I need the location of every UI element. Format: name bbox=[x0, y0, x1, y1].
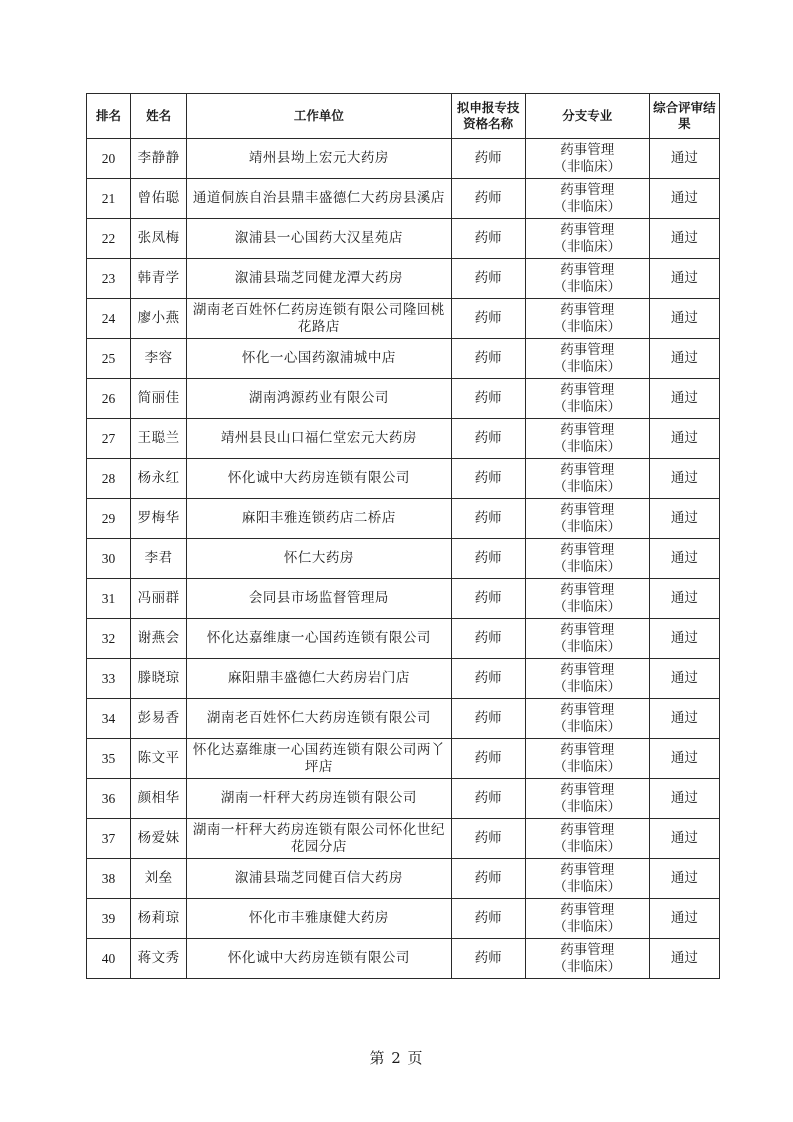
cell-name: 廖小燕 bbox=[131, 299, 187, 339]
cell-result: 通过 bbox=[649, 859, 719, 899]
cell-result: 通过 bbox=[649, 659, 719, 699]
header-branch: 分支专业 bbox=[525, 94, 649, 139]
cell-name: 罗梅华 bbox=[131, 499, 187, 539]
branch-line: 药事管理 bbox=[560, 541, 615, 558]
cell-unit: 溆浦县一心国药大汉星苑店 bbox=[187, 219, 451, 259]
cell-unit: 怀化诚中大药房连锁有限公司 bbox=[187, 459, 451, 499]
cell-qualification: 药师 bbox=[451, 579, 525, 619]
branch-line: （非临床） bbox=[553, 198, 621, 215]
cell-branch bbox=[525, 819, 649, 859]
branch-line: 药事管理 bbox=[560, 741, 615, 758]
table-row bbox=[87, 139, 720, 179]
branch-line: （非临床） bbox=[553, 838, 621, 855]
cell-rank: 35 bbox=[87, 739, 131, 779]
header-result: 综合评审结果 bbox=[649, 94, 719, 139]
table-row bbox=[87, 299, 720, 339]
branch-line: 药事管理 bbox=[560, 901, 615, 918]
cell-unit: 湖南鸿源药业有限公司 bbox=[187, 379, 451, 419]
cell-name: 杨莉琼 bbox=[131, 899, 187, 939]
cell-name: 曾佑聪 bbox=[131, 179, 187, 219]
cell-unit: 怀仁大药房 bbox=[187, 539, 451, 579]
cell-unit: 湖南一杆秤大药房连锁有限公司怀化世纪花园分店 bbox=[187, 819, 451, 859]
branch-line: 药事管理 bbox=[560, 301, 615, 318]
cell-result: 通过 bbox=[649, 339, 719, 379]
branch-line: （非临床） bbox=[553, 318, 621, 335]
branch-line: 药事管理 bbox=[560, 261, 615, 278]
cell-qualification: 药师 bbox=[451, 539, 525, 579]
cell-unit: 靖州县艮山口福仁堂宏元大药房 bbox=[187, 419, 451, 459]
table-row bbox=[87, 499, 720, 539]
cell-branch bbox=[525, 339, 649, 379]
cell-name: 李容 bbox=[131, 339, 187, 379]
cell-result: 通过 bbox=[649, 139, 719, 179]
branch-line: 药事管理 bbox=[560, 621, 615, 638]
branch-line: 药事管理 bbox=[560, 341, 615, 358]
table-row bbox=[87, 179, 720, 219]
branch-line: 药事管理 bbox=[560, 781, 615, 798]
cell-qualification: 药师 bbox=[451, 779, 525, 819]
branch-line: （非临床） bbox=[553, 358, 621, 375]
cell-branch bbox=[525, 139, 649, 179]
cell-name: 颜相华 bbox=[131, 779, 187, 819]
cell-branch bbox=[525, 259, 649, 299]
cell-rank: 39 bbox=[87, 899, 131, 939]
cell-result: 通过 bbox=[649, 819, 719, 859]
cell-qualification: 药师 bbox=[451, 259, 525, 299]
table-row bbox=[87, 939, 720, 979]
cell-result: 通过 bbox=[649, 739, 719, 779]
cell-rank: 37 bbox=[87, 819, 131, 859]
table-header bbox=[87, 94, 720, 139]
cell-result: 通过 bbox=[649, 619, 719, 659]
cell-qualification: 药师 bbox=[451, 619, 525, 659]
cell-name: 简丽佳 bbox=[131, 379, 187, 419]
cell-qualification: 药师 bbox=[451, 339, 525, 379]
cell-result: 通过 bbox=[649, 179, 719, 219]
branch-line: （非临床） bbox=[553, 518, 621, 535]
cell-rank: 28 bbox=[87, 459, 131, 499]
branch-line: 药事管理 bbox=[560, 861, 615, 878]
cell-rank: 24 bbox=[87, 299, 131, 339]
branch-line: （非临床） bbox=[553, 758, 621, 775]
cell-name: 李静静 bbox=[131, 139, 187, 179]
table-row bbox=[87, 619, 720, 659]
cell-qualification: 药师 bbox=[451, 379, 525, 419]
branch-line: （非临床） bbox=[553, 478, 621, 495]
branch-line: （非临床） bbox=[553, 158, 621, 175]
branch-line: 药事管理 bbox=[560, 421, 615, 438]
cell-rank: 23 bbox=[87, 259, 131, 299]
branch-line: 药事管理 bbox=[560, 181, 615, 198]
cell-unit: 怀化市丰雅康健大药房 bbox=[187, 899, 451, 939]
branch-line: （非临床） bbox=[553, 678, 621, 695]
cell-qualification: 药师 bbox=[451, 699, 525, 739]
cell-name: 张凤梅 bbox=[131, 219, 187, 259]
cell-unit: 怀化一心国药溆浦城中店 bbox=[187, 339, 451, 379]
cell-unit: 溆浦县瑞芝同健龙潭大药房 bbox=[187, 259, 451, 299]
cell-qualification: 药师 bbox=[451, 899, 525, 939]
cell-rank: 33 bbox=[87, 659, 131, 699]
cell-qualification: 药师 bbox=[451, 859, 525, 899]
cell-branch bbox=[525, 779, 649, 819]
cell-branch bbox=[525, 499, 649, 539]
branch-line: 药事管理 bbox=[560, 581, 615, 598]
table-row bbox=[87, 779, 720, 819]
table-row bbox=[87, 459, 720, 499]
cell-result: 通过 bbox=[649, 579, 719, 619]
cell-branch bbox=[525, 379, 649, 419]
results-table bbox=[86, 93, 720, 979]
cell-unit: 怀化达嘉维康一心国药连锁有限公司两丫坪店 bbox=[187, 739, 451, 779]
branch-line: （非临床） bbox=[553, 958, 621, 975]
cell-result: 通过 bbox=[649, 219, 719, 259]
header-name: 姓名 bbox=[131, 94, 187, 139]
cell-qualification: 药师 bbox=[451, 179, 525, 219]
branch-line: （非临床） bbox=[553, 278, 621, 295]
cell-name: 韩青学 bbox=[131, 259, 187, 299]
page-number: 第 2 页 bbox=[369, 1049, 424, 1067]
cell-branch bbox=[525, 459, 649, 499]
cell-qualification: 药师 bbox=[451, 139, 525, 179]
cell-qualification: 药师 bbox=[451, 459, 525, 499]
table-row bbox=[87, 419, 720, 459]
header-qualification: 拟申报专技资格名称 bbox=[451, 94, 525, 139]
cell-branch bbox=[525, 859, 649, 899]
cell-name: 刘垒 bbox=[131, 859, 187, 899]
cell-unit: 麻阳丰雅连锁药店二桥店 bbox=[187, 499, 451, 539]
table-row bbox=[87, 579, 720, 619]
cell-name: 滕晓琼 bbox=[131, 659, 187, 699]
branch-line: 药事管理 bbox=[560, 221, 615, 238]
cell-branch bbox=[525, 899, 649, 939]
cell-qualification: 药师 bbox=[451, 219, 525, 259]
branch-line: 药事管理 bbox=[560, 941, 615, 958]
cell-name: 冯丽群 bbox=[131, 579, 187, 619]
branch-line: （非临床） bbox=[553, 918, 621, 935]
cell-result: 通过 bbox=[649, 299, 719, 339]
cell-qualification: 药师 bbox=[451, 819, 525, 859]
branch-line: 药事管理 bbox=[560, 381, 615, 398]
table-row bbox=[87, 899, 720, 939]
cell-result: 通过 bbox=[649, 779, 719, 819]
cell-rank: 29 bbox=[87, 499, 131, 539]
cell-unit: 溆浦县瑞芝同健百信大药房 bbox=[187, 859, 451, 899]
table-row bbox=[87, 259, 720, 299]
cell-result: 通过 bbox=[649, 499, 719, 539]
branch-line: （非临床） bbox=[553, 718, 621, 735]
cell-name: 彭易香 bbox=[131, 699, 187, 739]
table-row bbox=[87, 379, 720, 419]
cell-result: 通过 bbox=[649, 419, 719, 459]
cell-rank: 26 bbox=[87, 379, 131, 419]
cell-branch bbox=[525, 619, 649, 659]
cell-rank: 32 bbox=[87, 619, 131, 659]
cell-branch bbox=[525, 299, 649, 339]
cell-unit: 通道侗族自治县鼎丰盛德仁大药房县溪店 bbox=[187, 179, 451, 219]
cell-name: 王聪兰 bbox=[131, 419, 187, 459]
cell-name: 陈文平 bbox=[131, 739, 187, 779]
cell-branch bbox=[525, 939, 649, 979]
branch-line: 药事管理 bbox=[560, 141, 615, 158]
cell-name: 蒋文秀 bbox=[131, 939, 187, 979]
cell-name: 杨爱妹 bbox=[131, 819, 187, 859]
branch-line: （非临床） bbox=[553, 398, 621, 415]
branch-line: （非临床） bbox=[553, 438, 621, 455]
table-body bbox=[87, 139, 720, 979]
cell-branch bbox=[525, 739, 649, 779]
cell-result: 通过 bbox=[649, 259, 719, 299]
branch-line: 药事管理 bbox=[560, 701, 615, 718]
cell-rank: 27 bbox=[87, 419, 131, 459]
cell-rank: 22 bbox=[87, 219, 131, 259]
cell-rank: 31 bbox=[87, 579, 131, 619]
cell-rank: 36 bbox=[87, 779, 131, 819]
cell-result: 通过 bbox=[649, 699, 719, 739]
table-row bbox=[87, 219, 720, 259]
cell-qualification: 药师 bbox=[451, 939, 525, 979]
cell-qualification: 药师 bbox=[451, 739, 525, 779]
table-row bbox=[87, 739, 720, 779]
cell-rank: 40 bbox=[87, 939, 131, 979]
cell-unit: 湖南一杆秤大药房连锁有限公司 bbox=[187, 779, 451, 819]
cell-rank: 21 bbox=[87, 179, 131, 219]
cell-qualification: 药师 bbox=[451, 659, 525, 699]
branch-line: （非临床） bbox=[553, 238, 621, 255]
cell-branch bbox=[525, 179, 649, 219]
table-row bbox=[87, 819, 720, 859]
cell-name: 谢燕会 bbox=[131, 619, 187, 659]
cell-unit: 湖南老百姓怀仁大药房连锁有限公司 bbox=[187, 699, 451, 739]
cell-branch bbox=[525, 539, 649, 579]
table-row bbox=[87, 699, 720, 739]
cell-rank: 34 bbox=[87, 699, 131, 739]
cell-unit: 会同县市场监督管理局 bbox=[187, 579, 451, 619]
header-rank: 排名 bbox=[87, 94, 131, 139]
table-row bbox=[87, 659, 720, 699]
cell-name: 李君 bbox=[131, 539, 187, 579]
branch-line: 药事管理 bbox=[560, 461, 615, 478]
cell-result: 通过 bbox=[649, 899, 719, 939]
cell-unit: 怀化达嘉维康一心国药连锁有限公司 bbox=[187, 619, 451, 659]
branch-line: （非临床） bbox=[553, 878, 621, 895]
table-row bbox=[87, 339, 720, 379]
cell-rank: 38 bbox=[87, 859, 131, 899]
table-row bbox=[87, 859, 720, 899]
cell-unit: 湖南老百姓怀仁药房连锁有限公司隆回桃花路店 bbox=[187, 299, 451, 339]
branch-line: （非临床） bbox=[553, 598, 621, 615]
header-row bbox=[87, 94, 720, 139]
cell-unit: 麻阳鼎丰盛德仁大药房岩门店 bbox=[187, 659, 451, 699]
cell-result: 通过 bbox=[649, 939, 719, 979]
cell-name: 杨永红 bbox=[131, 459, 187, 499]
branch-line: 药事管理 bbox=[560, 661, 615, 678]
cell-rank: 25 bbox=[87, 339, 131, 379]
cell-branch bbox=[525, 579, 649, 619]
cell-unit: 靖州县坳上宏元大药房 bbox=[187, 139, 451, 179]
cell-rank: 30 bbox=[87, 539, 131, 579]
table-row bbox=[87, 539, 720, 579]
branch-line: 药事管理 bbox=[560, 821, 615, 838]
cell-branch bbox=[525, 219, 649, 259]
header-unit: 工作单位 bbox=[187, 94, 451, 139]
branch-line: （非临床） bbox=[553, 798, 621, 815]
cell-rank: 20 bbox=[87, 139, 131, 179]
cell-branch bbox=[525, 419, 649, 459]
branch-line: （非临床） bbox=[553, 558, 621, 575]
cell-qualification: 药师 bbox=[451, 499, 525, 539]
cell-result: 通过 bbox=[649, 539, 719, 579]
cell-qualification: 药师 bbox=[451, 299, 525, 339]
cell-result: 通过 bbox=[649, 379, 719, 419]
cell-branch bbox=[525, 659, 649, 699]
branch-line: （非临床） bbox=[553, 638, 621, 655]
branch-line: 药事管理 bbox=[560, 501, 615, 518]
cell-result: 通过 bbox=[649, 459, 719, 499]
cell-qualification: 药师 bbox=[451, 419, 525, 459]
cell-branch bbox=[525, 699, 649, 739]
cell-unit: 怀化诚中大药房连锁有限公司 bbox=[187, 939, 451, 979]
